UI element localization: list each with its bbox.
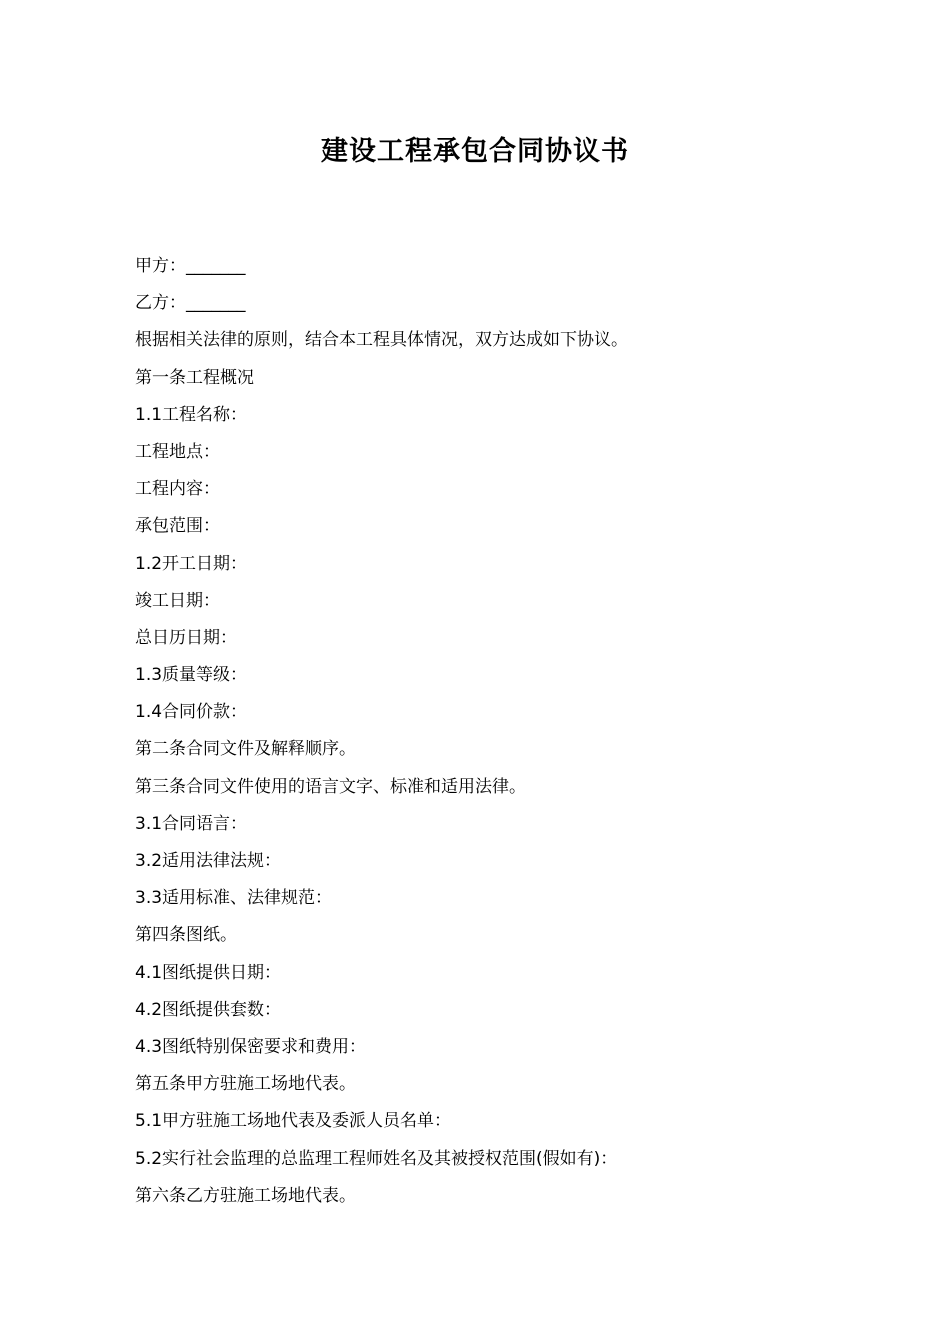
clause-line: 总日历日期： <box>135 627 237 648</box>
clause-line: 1.4合同价款： <box>135 702 248 723</box>
article-heading: 第二条合同文件及解释顺序。 <box>135 739 356 760</box>
clause-line: 4.1图纸提供日期： <box>135 962 282 983</box>
article-heading: 第五条甲方驻施工场地代表。 <box>135 1074 356 1095</box>
document-title: 建设工程承包合同协议书 <box>321 136 629 167</box>
clause-line: 1.3质量等级： <box>135 665 248 686</box>
clause-line: 4.3图纸特别保密要求和费用： <box>135 1036 367 1057</box>
article-heading: 第一条工程概况 <box>135 367 254 388</box>
clause-line: 工程内容： <box>135 479 220 500</box>
article-heading: 第三条合同文件使用的语言文字、标准和适用法律。 <box>135 776 526 797</box>
clause-line: 工程地点： <box>135 441 220 462</box>
clause-line: 3.2适用法律法规： <box>135 851 282 871</box>
article-heading: 第六条乙方驻施工场地代表。 <box>135 1185 356 1206</box>
document-body <box>135 248 835 1215</box>
party-b-line: 乙方：_______ <box>135 293 246 314</box>
clause-line: 3.3适用标准、法律规范： <box>135 888 333 909</box>
clause-line: 竣工日期： <box>135 590 220 611</box>
clause-line: 承包范围： <box>135 516 220 537</box>
clause-line: 1.1工程名称： <box>135 404 248 425</box>
article-heading: 第四条图纸。 <box>135 925 237 946</box>
clause-line: 4.2图纸提供套数： <box>135 999 282 1020</box>
preamble-line: 根据相关法律的原则，结合本工程具体情况，双方达成如下协议。 <box>135 330 628 351</box>
clause-line: 1.2开工日期： <box>135 553 248 574</box>
clause-line: 5.2实行社会监理的总监理工程师姓名及其被授权范围(假如有)： <box>135 1148 618 1169</box>
clause-line: 5.1甲方驻施工场地代表及委派人员名单： <box>135 1111 452 1132</box>
party-a-line: 甲方：_______ <box>135 256 246 276</box>
clause-line: 3.1合同语言： <box>135 813 248 834</box>
